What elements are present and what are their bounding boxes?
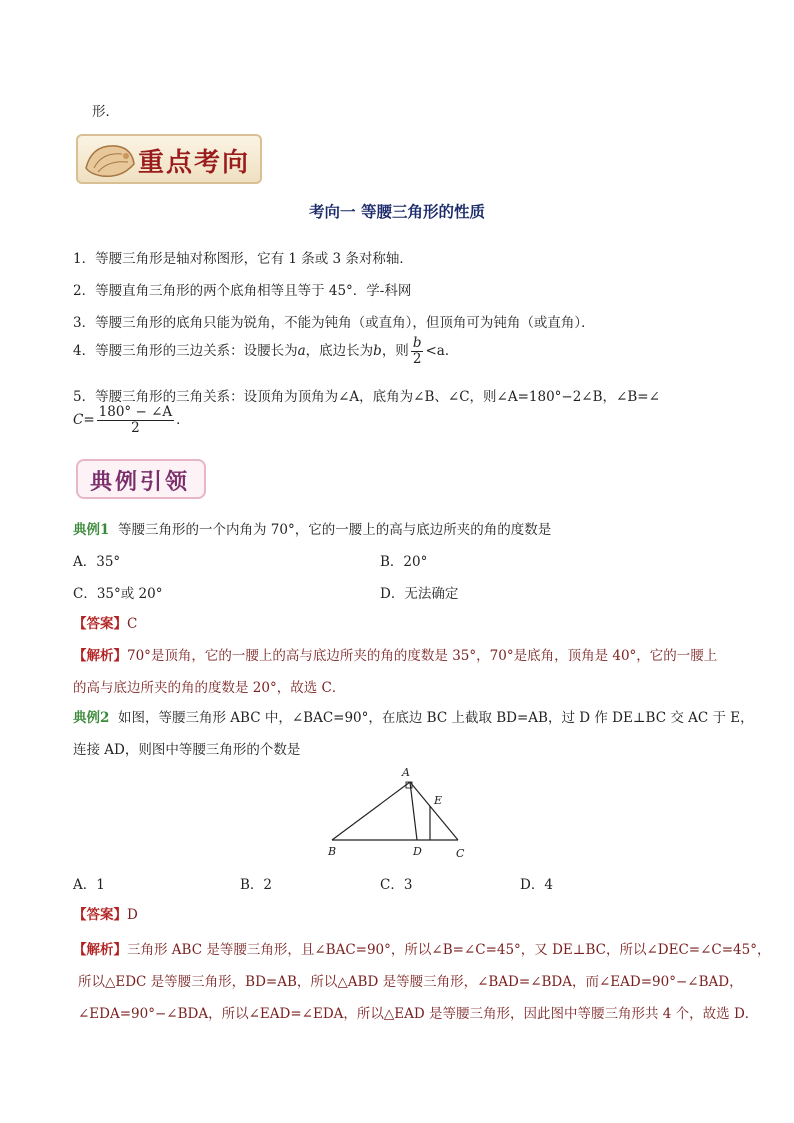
example-2-question-line-1: 典例2 如图，等腰三角形 ABC 中，∠BAC=90°，在底边 BC 上截取 BD=AB，过 D 作 DE⊥BC 交 AC 于 E， bbox=[73, 710, 754, 726]
ex2-option-a: A．1 bbox=[73, 877, 105, 893]
point-1: 1．等腰三角形是轴对称图形，它有 1 条或 3 条对称轴． bbox=[73, 251, 413, 267]
label-b: B bbox=[328, 845, 337, 858]
ex2-option-d: D．4 bbox=[520, 877, 553, 893]
section-title: 考向一 等腰三角形的性质 bbox=[309, 203, 485, 221]
shell-icon bbox=[82, 138, 138, 182]
label-a: A bbox=[402, 766, 410, 779]
ex2-analysis-line-3: ∠EDA=90°−∠BDA，所以∠EAD=∠EDA，所以△EAD 是等腰三角形，因此图中等腰三角形共 4 个，故选 D． bbox=[78, 1006, 759, 1022]
ex2-option-c: C．3 bbox=[380, 877, 413, 893]
fraction-b-over-2: $\frac{b}{2}$ bbox=[412, 335, 422, 367]
example-2-question-line-2: 连接 AD，则图中等腰三角形的个数是 bbox=[73, 742, 301, 758]
label-c: C bbox=[456, 847, 465, 860]
ex1-option-b: B．20° bbox=[380, 554, 428, 570]
ex2-analysis-line-1: 【解析】三角形 ABC 是等腰三角形，且∠BAC=90°，所以∠B=∠C=45°，又 DE⊥BC，所以∠DEC=∠C=45°， bbox=[73, 942, 771, 958]
ex1-option-a: A．35° bbox=[73, 554, 121, 570]
ex1-analysis-line-1: 【解析】70°是顶角，它的一腰上的高与底边所夹的角的度数是 35°，70°是底角，顶角是 40°，它的一腰上 bbox=[73, 648, 718, 664]
example-banner bbox=[76, 459, 206, 499]
point-5-line-2: C= $\frac{180^\circ - \angle A}{2}$ ． bbox=[73, 404, 190, 436]
segment-ad bbox=[410, 782, 417, 840]
section-banner-text: 重点考向 bbox=[138, 148, 251, 178]
section-banner bbox=[76, 134, 262, 184]
ex2-analysis-line-2: 所以△EDC 是等腰三角形，BD=AB，所以△ABD 是等腰三角形，∠BAD=∠BDA，而∠EAD=90°−∠BAD， bbox=[78, 974, 743, 990]
ex1-option-c: C．35°或 20° bbox=[73, 586, 163, 602]
fraction-angle-formula: $\frac{180^\circ - \angle A}{2}$ bbox=[98, 404, 173, 436]
example-1-question: 典例1 等腰三角形的一个内角为 70°，它的一腰上的高与底边所夹的角的度数是 bbox=[73, 522, 552, 538]
segment-ab bbox=[332, 782, 410, 840]
example-banner-text: 典例引领 bbox=[90, 469, 191, 495]
ex2-option-b: B．2 bbox=[240, 877, 273, 893]
triangle-figure bbox=[320, 762, 480, 862]
segment-ac bbox=[410, 782, 458, 840]
continued-text: 形． bbox=[92, 104, 119, 120]
point-2: 2．等腰直角三角形的两个底角相等且等于 45°．学-科网 bbox=[73, 283, 412, 299]
ex1-answer: 【答案】C bbox=[73, 616, 138, 632]
point-4: 4．等腰三角形的三边关系：设腰长为a，底边长为b，则 $\frac{b}{2}$ <a． bbox=[73, 335, 459, 367]
ex1-analysis-line-2: 的高与底边所夹的角的度数是 20°，故选 C． bbox=[73, 680, 346, 696]
ex1-option-d: D．无法确定 bbox=[380, 586, 459, 602]
ex2-answer: 【答案】D bbox=[73, 907, 138, 923]
point-3: 3．等腰三角形的底角只能为锐角，不能为钝角（或直角），但顶角可为钝角（或直角）． bbox=[73, 315, 595, 331]
label-e: E bbox=[434, 794, 443, 807]
point-5-line-1: 5．等腰三角形的三角关系：设顶角为顶角为∠A，底角为∠B、∠C，则∠A=180°−2∠B，∠B=∠ bbox=[73, 389, 660, 405]
label-d: D bbox=[413, 845, 422, 858]
